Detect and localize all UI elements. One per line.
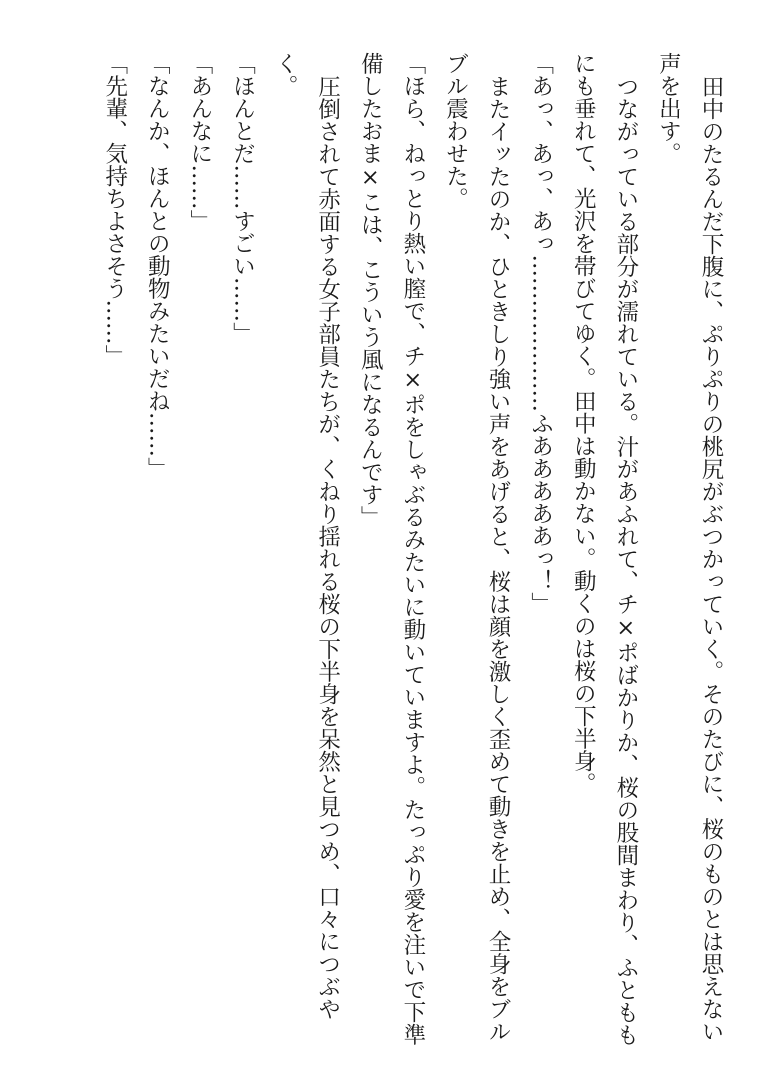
- dialogue-line-1: 「あっ、あっ、あっ…………………ふあああああっ！」: [527, 52, 554, 615]
- dialogue-line-3: 「ほんとだ……すごい……」: [229, 52, 256, 345]
- dialogue-line-2: 「ほら、ねっとり熱い膣で、チ×ポをしゃぶるみたいに動いていますよ。たっぷり愛を注いで下準備したおま×こは、こういう風になるんです」: [357, 52, 426, 1046]
- paragraph-3: またイッたのか、ひときしり強い声をあげると、桜は顔を激しく歪めて動きを止め、全身をブルブル震わせた。: [442, 52, 512, 1042]
- vertical-text-body: [93, 52, 732, 1062]
- paragraph-1: 田中のたるんだ下腹に、ぷりぷりの桃尻がぶつかっていく。そのたびに、桜のものとは思えない声を出す。: [655, 52, 724, 1042]
- paragraph-2: つながっている部分が濡れている。汁があふれて、チ×ポばかりか、桜の股間まわり、ふとももにも垂れて、光沢を帯びてゆく。田中は動かない。動くのは桜の下半身。: [570, 52, 639, 1046]
- dialogue-line-5: 「なんか、ほんとの動物みたいだね……」: [144, 52, 171, 480]
- dialogue-line-6: 「先輩、気持ちよさそう……」: [101, 52, 128, 367]
- dialogue-line-4: 「あんなに……」: [186, 52, 213, 232]
- paragraph-4: 圧倒されて赤面する女子部員たちが、くねり揺れる桜の下半身を呆然と見つめ、口々につぶやく。: [272, 52, 341, 1020]
